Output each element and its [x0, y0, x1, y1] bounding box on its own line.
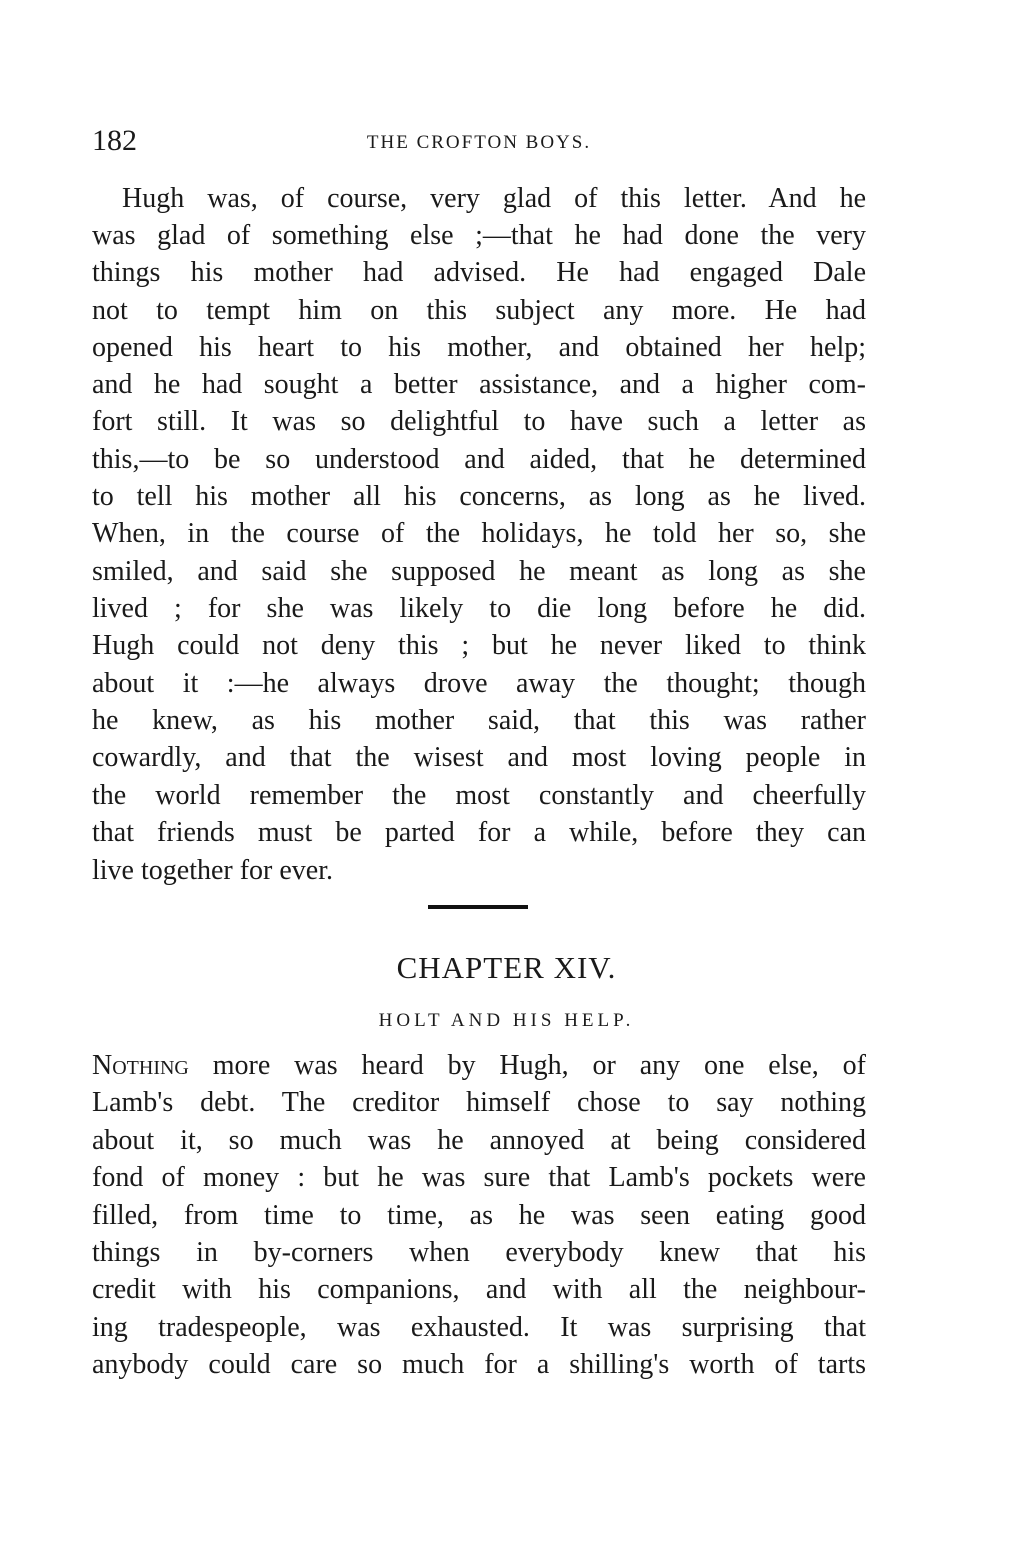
text-line: anybody could care so much for a shilling's worth of tarts — [92, 1349, 866, 1380]
section-divider — [428, 905, 528, 909]
text-line: not to tempt him on this subject any more. He had — [92, 295, 866, 326]
text-line: smiled, and said she supposed he meant as long as she — [92, 556, 866, 587]
text-line: fort still. It was so delightful to have such a letter as — [92, 406, 866, 437]
chapter-heading: CHAPTER XIV. — [396, 950, 617, 985]
text-line: credit with his companions, and with all the neighbour- — [92, 1274, 866, 1305]
text-line: about it :—he always drove away the thought; though — [92, 668, 866, 699]
text-line: filled, from time to time, as he was seen eating good — [92, 1200, 866, 1231]
text-line: he knew, as his mother said, that this was rather — [92, 705, 866, 736]
page-header — [92, 124, 866, 164]
page-number: 182 — [92, 124, 137, 157]
text-line: about it, so much was he annoyed at being considered — [92, 1125, 866, 1156]
text-line: this,—to be so understood and aided, that he determined — [92, 444, 866, 475]
text-line: opened his heart to his mother, and obtained her help; — [92, 332, 866, 363]
text-line: When, in the course of the holidays, he told her so, she — [92, 518, 866, 549]
text-line: Lamb's debt. The creditor himself chose to say nothing — [92, 1087, 866, 1118]
running-title: THE CROFTON BOYS. — [366, 132, 592, 153]
text-line: things his mother had advised. He had engaged Dale — [92, 257, 866, 288]
text-line: to tell his mother all his concerns, as long as he lived. — [92, 481, 866, 512]
text-line: ing tradespeople, was exhausted. It was surprising that — [92, 1312, 866, 1343]
text-line: fond of money : but he was sure that Lamb's pockets were — [92, 1162, 866, 1193]
text-line — [92, 1047, 866, 1084]
text-line: cowardly, and that the wisest and most loving people in — [92, 742, 866, 773]
text-line: the world remember the most constantly and cheerfully — [92, 780, 866, 811]
drop-word: Nothing — [92, 1050, 189, 1081]
text-line: lived ; for she was likely to die long before he did. — [92, 593, 866, 624]
text-line: things in by-corners when everybody knew that his — [92, 1237, 866, 1268]
text-line-rest: more was heard by Hugh, or any one else, of — [188, 1050, 866, 1081]
text-line: Hugh was, of course, very glad of this letter. And he — [122, 183, 866, 214]
chapter-subtitle: HOLT AND HIS HELP. — [378, 1010, 635, 1031]
text-line: and he had sought a better assistance, and a higher com- — [92, 369, 866, 400]
text-line: that friends must be parted for a while, before they can — [92, 817, 866, 848]
text-line: was glad of something else ;—that he had done the very — [92, 220, 866, 251]
text-line: live together for ever. — [92, 855, 334, 886]
text-line: Hugh could not deny this ; but he never liked to think — [92, 630, 866, 661]
